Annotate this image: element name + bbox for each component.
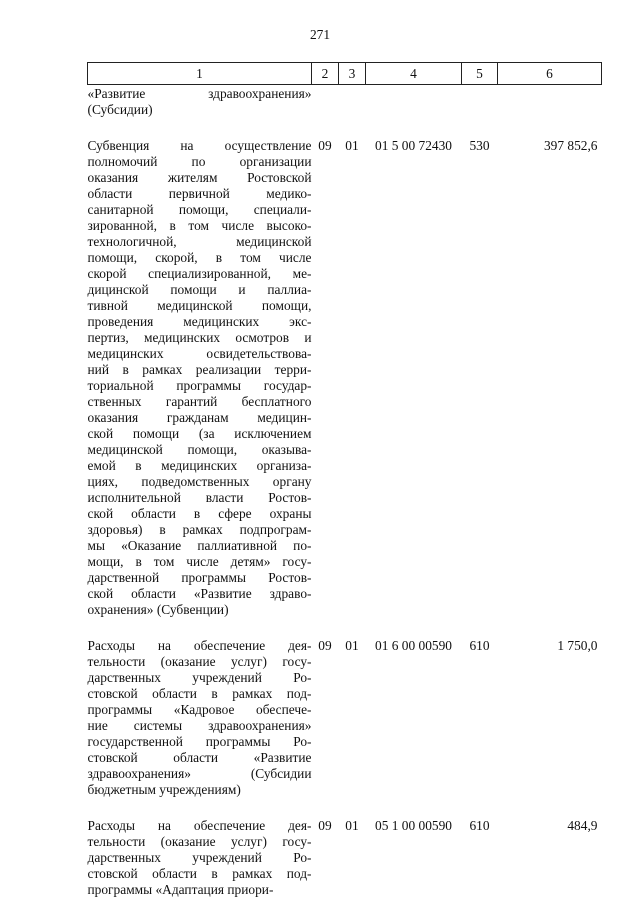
description-line: Субвенция на осуществление bbox=[87, 138, 312, 153]
description-line: «Развитие здравоохранения» bbox=[87, 86, 312, 101]
description-line: дицинской помощи и паллиа- bbox=[87, 282, 312, 297]
description-line: санитарной помощи, специали- bbox=[87, 202, 312, 217]
description-line: дарственных учреждений Ро- bbox=[87, 850, 312, 865]
description-line: ской помощи (за исключением bbox=[87, 426, 312, 441]
row-description bbox=[88, 137, 312, 618]
description-line: пертиз, медицинских осмотров и bbox=[87, 330, 312, 345]
table-row bbox=[88, 85, 602, 119]
header-col-3: 3 bbox=[339, 63, 366, 85]
description-line: здоровья) в рамках подпрограм- bbox=[87, 522, 312, 537]
table-row bbox=[88, 817, 602, 898]
target-article-code: 01 6 00 00590 bbox=[375, 638, 452, 653]
target-article-code: 01 5 00 72430 bbox=[375, 138, 452, 153]
description-line: тельности (оказание услуг) госу- bbox=[87, 654, 312, 669]
amount: 1 750,0 bbox=[557, 638, 598, 653]
subsection-code: 01 bbox=[345, 638, 359, 653]
table-row bbox=[88, 637, 602, 798]
section-code: 09 bbox=[318, 138, 332, 153]
amount: 397 852,6 bbox=[543, 138, 598, 153]
description-line: дарственных учреждений Ро- bbox=[87, 670, 312, 685]
row-spacer bbox=[88, 618, 602, 637]
description-line: оказания жителям Ростовской bbox=[87, 170, 312, 185]
header-col-4: 4 bbox=[366, 63, 462, 85]
description-line: медицинских освидетельствова- bbox=[87, 346, 312, 361]
section-code: 09 bbox=[318, 638, 332, 653]
page-number: 271 bbox=[309, 27, 331, 42]
description-line: исполнительной власти Ростов- bbox=[87, 490, 312, 505]
description-line: стовской области в рамках под- bbox=[87, 866, 312, 881]
subsection-code bbox=[339, 85, 366, 119]
description-line: ственных гарантий бесплатного bbox=[87, 394, 312, 409]
description-line: технологичной, медицинской bbox=[87, 234, 312, 249]
description-line: стовской области «Развитие bbox=[87, 750, 312, 765]
description-line: скорой специализированной, ме- bbox=[87, 266, 312, 281]
row-spacer bbox=[88, 798, 602, 817]
description-line: медицинской помощи, оказыва- bbox=[87, 442, 312, 457]
row-description bbox=[88, 85, 312, 119]
description-line: тельности (оказание услуг) госу- bbox=[87, 834, 312, 849]
header-col-2: 2 bbox=[312, 63, 339, 85]
description-line: полномочий по организации bbox=[87, 154, 312, 169]
section-code: 09 bbox=[318, 818, 332, 833]
target-article-code: 05 1 00 00590 bbox=[375, 818, 452, 833]
subsection-code: 01 bbox=[345, 818, 359, 833]
section-code bbox=[312, 85, 339, 119]
budget-table bbox=[87, 62, 602, 898]
description-line: ской области «Развитие здраво- bbox=[87, 586, 312, 601]
description-line: дарственной программы Ростов- bbox=[87, 570, 312, 585]
description-line: ние системы здравоохранения» bbox=[87, 718, 312, 733]
description-line: стовской области в рамках под- bbox=[87, 686, 312, 701]
description-line: программы «Кадровое обеспече- bbox=[87, 702, 312, 717]
description-line: циях, подведомственных органу bbox=[87, 474, 312, 489]
expense-type-code: 610 bbox=[469, 818, 490, 833]
description-line: (Субсидии) bbox=[87, 102, 153, 117]
description-line: оказания гражданам медицин- bbox=[87, 410, 312, 425]
expense-type-code: 530 bbox=[469, 138, 490, 153]
description-line: Расходы на обеспечение дея- bbox=[87, 638, 312, 653]
expense-type-code: 610 bbox=[469, 638, 490, 653]
row-description bbox=[88, 637, 312, 798]
description-line: емой в медицинских организа- bbox=[87, 458, 312, 473]
header-col-5: 5 bbox=[462, 63, 498, 85]
table-row bbox=[88, 137, 602, 618]
header-row bbox=[88, 63, 602, 85]
description-line: ний в рамках реализации терри- bbox=[87, 362, 312, 377]
description-line: ториальной программы государ- bbox=[87, 378, 312, 393]
amount: 484,9 bbox=[567, 818, 598, 833]
row-spacer bbox=[88, 118, 602, 137]
expense-type-code bbox=[462, 85, 498, 119]
header-col-6: 6 bbox=[498, 63, 602, 85]
description-line: тивной медицинской помощи, bbox=[87, 298, 312, 313]
description-line: Расходы на обеспечение дея- bbox=[87, 818, 312, 833]
description-line: мощи, в том числе детям» госу- bbox=[87, 554, 312, 569]
description-line: ской области в сфере охраны bbox=[87, 506, 312, 521]
subsection-code: 01 bbox=[345, 138, 359, 153]
description-line: мы «Оказание паллиативной по- bbox=[87, 538, 312, 553]
description-line: зированной, в том числе высоко- bbox=[87, 218, 312, 233]
header-col-1: 1 bbox=[88, 63, 312, 85]
description-line: бюджетным учреждениям) bbox=[87, 782, 241, 797]
description-line: помощи, скорой, в том числе bbox=[87, 250, 312, 265]
row-description bbox=[88, 817, 312, 898]
description-line: охранения» (Субвенции) bbox=[87, 602, 229, 617]
description-line: области первичной медико- bbox=[87, 186, 312, 201]
amount bbox=[498, 85, 602, 119]
description-line: государственной программы Ро- bbox=[87, 734, 312, 749]
target-article-code bbox=[366, 85, 462, 119]
description-line: здравоохранения» (Субсидии bbox=[87, 766, 312, 781]
description-line: программы «Адаптация приори- bbox=[87, 882, 274, 897]
description-line: проведения медицинских экс- bbox=[87, 314, 312, 329]
